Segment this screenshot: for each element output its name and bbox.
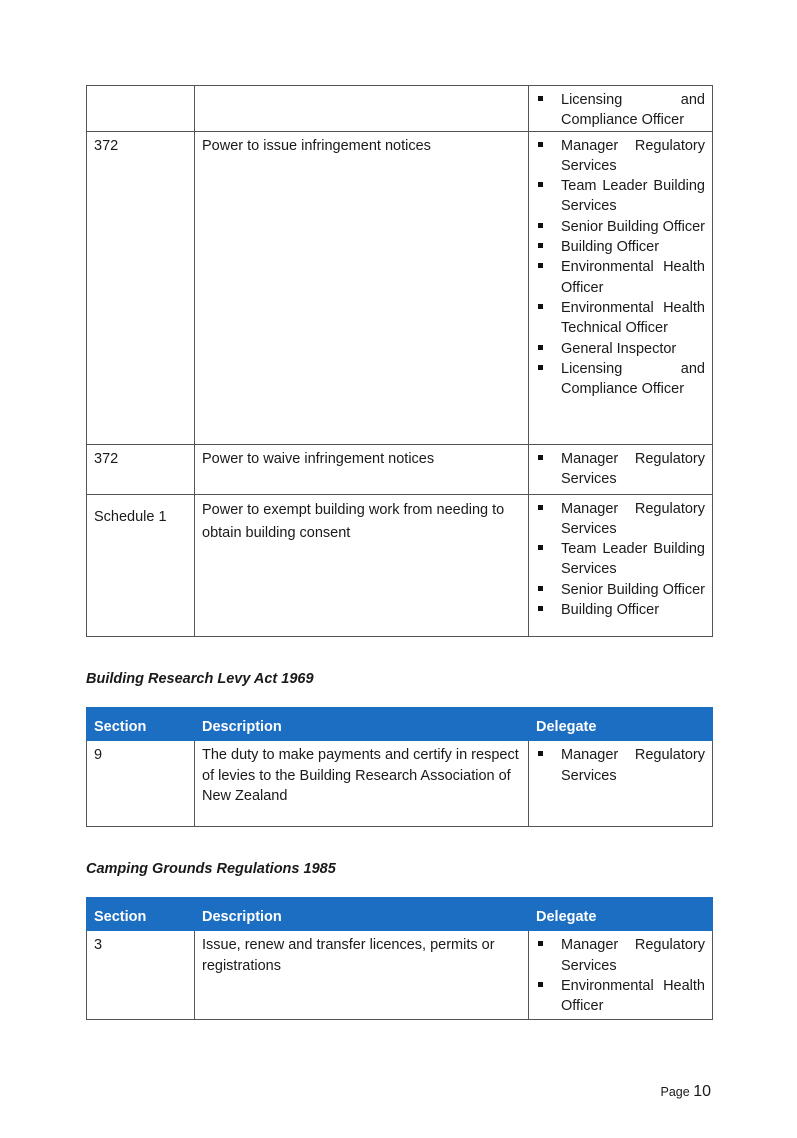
delegate-item: General Inspector [536, 339, 705, 359]
delegate-cell [529, 931, 713, 1020]
delegate-cell [529, 131, 713, 444]
act-heading: Building Research Levy Act 1969 [86, 671, 314, 687]
table-row [87, 131, 713, 444]
section-cell: 372 [87, 444, 195, 494]
delegate-cell [529, 444, 713, 494]
section-header: Section [87, 708, 195, 741]
table-header-row [87, 708, 713, 741]
delegate-item: Environmental Health Technical Officer [536, 298, 705, 339]
delegate-item: Manager Regulatory Services [536, 136, 705, 177]
delegate-item: Building Officer [536, 600, 705, 620]
description-header: Description [195, 898, 529, 931]
delegate-header: Delegate [529, 708, 713, 741]
section-cell [87, 86, 195, 132]
description-cell [195, 86, 529, 132]
delegate-item: Senior Building Officer [536, 580, 705, 600]
delegate-item: Senior Building Officer [536, 217, 705, 237]
delegate-header: Delegate [529, 898, 713, 931]
delegate-item: Licensing and Compliance Officer [536, 359, 705, 400]
table-row [87, 444, 713, 494]
section-cell: 9 [87, 741, 195, 827]
delegate-item: Building Officer [536, 237, 705, 257]
delegate-cell [529, 741, 713, 827]
delegate-item: Team Leader Building Services [536, 176, 705, 217]
delegate-item: Manager Regulatory Services [536, 935, 705, 976]
description-cell: Issue, renew and transfer licences, permits or registrations [195, 931, 529, 1020]
delegate-item: Team Leader Building Services [536, 539, 705, 580]
description-cell: Power to issue infringement notices [195, 131, 529, 444]
section-header: Section [87, 898, 195, 931]
delegation-table [86, 897, 713, 1020]
section-cell: 372 [87, 131, 195, 444]
section-cell: Schedule 1 [87, 494, 195, 636]
delegate-cell [529, 494, 713, 636]
act-heading: Camping Grounds Regulations 1985 [86, 861, 336, 877]
delegate-item: Environmental Health Officer [536, 257, 705, 298]
description-header: Description [195, 708, 529, 741]
table-row [87, 931, 713, 1020]
description-cell: Power to waive infringement notices [195, 444, 529, 494]
delegation-table-continued [86, 85, 713, 637]
delegate-cell [529, 86, 713, 132]
section-cell: 3 [87, 931, 195, 1020]
description-cell: The duty to make payments and certify in respect of levies to the Building Research Association of New Zealand [195, 741, 529, 827]
table-row [87, 494, 713, 636]
delegate-item: Manager Regulatory Services [536, 499, 705, 540]
table-header-row [87, 898, 713, 931]
table-row [87, 741, 713, 827]
description-cell: Power to exempt building work from needing to obtain building consent [195, 494, 529, 636]
delegate-item: Environmental Health Officer [536, 976, 705, 1017]
table-row [87, 86, 713, 132]
page-number-value: 10 [693, 1083, 711, 1100]
delegate-item: Manager Regulatory Services [536, 449, 705, 490]
delegate-item: Manager Regulatory Services [536, 745, 705, 786]
page-label: Page [660, 1085, 690, 1099]
delegation-table [86, 707, 713, 827]
page-number [661, 1083, 711, 1101]
delegate-item: Licensing and Compliance Officer [536, 90, 705, 131]
